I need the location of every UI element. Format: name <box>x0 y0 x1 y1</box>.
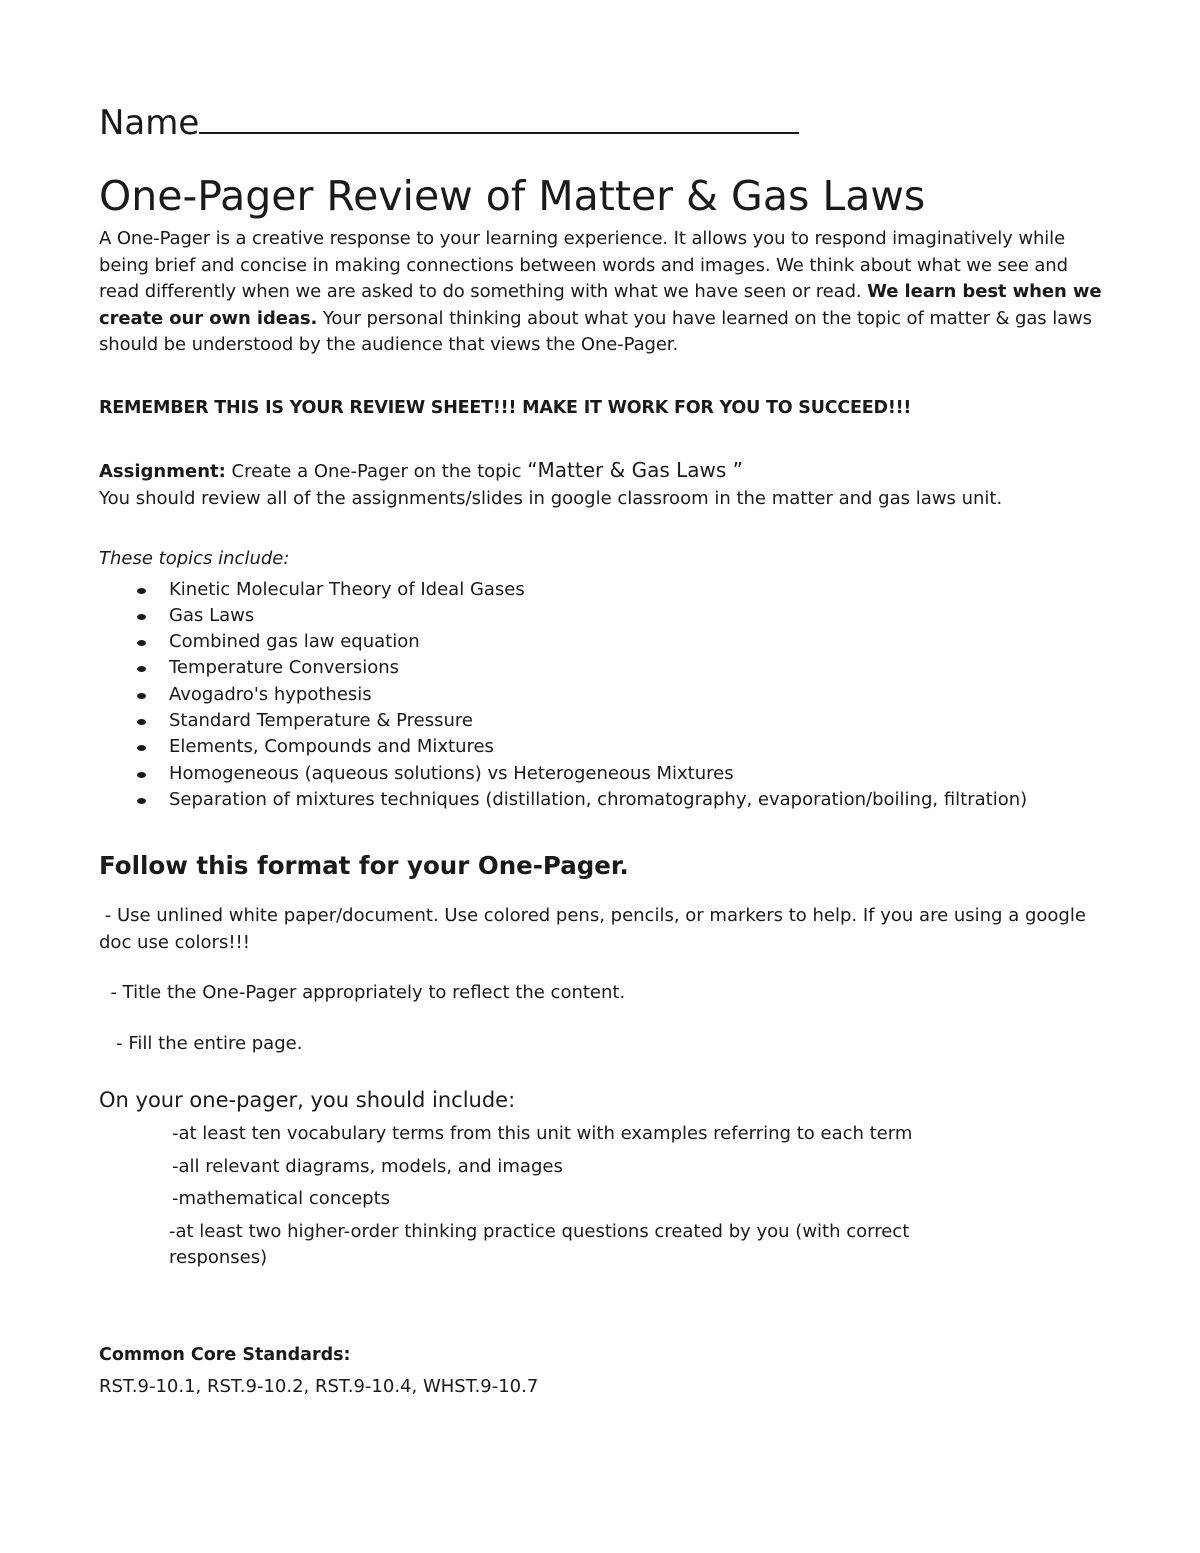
list-item: Kinetic Molecular Theory of Ideal Gases <box>169 577 1109 603</box>
bullet-icon <box>137 614 146 620</box>
document-title: One-Pager Review of Matter & Gas Laws <box>99 172 926 220</box>
bullet-icon <box>137 719 146 725</box>
remember-notice: REMEMBER THIS IS YOUR REVIEW SHEET!!! MAKE IT WORK FOR YOU TO SUCCEED!!! <box>99 397 912 418</box>
bullet-icon <box>137 693 146 699</box>
list-item: Standard Temperature & Pressure <box>169 708 1109 734</box>
list-item: Elements, Compounds and Mixtures <box>169 734 1109 760</box>
include-list <box>99 1121 1109 1272</box>
format-line: - Use unlined white paper/document. Use colored pens, pencils, or markers to help. If you are using a google doc use colors!!! <box>99 905 1092 953</box>
format-heading: Follow this format for your One-Pager. <box>99 851 629 881</box>
assignment-review-line: You should review all of the assignments/slides in google classroom in the matter and gas laws unit. <box>99 487 1003 509</box>
standards-label: Common Core Standards: <box>99 1344 351 1365</box>
bullet-icon <box>137 588 146 594</box>
intro-paragraph <box>99 226 1109 359</box>
list-item: Homogeneous (aqueous solutions) vs Heterogeneous Mixtures <box>169 761 1109 787</box>
include-heading: On your one-pager, you should include: <box>99 1088 516 1113</box>
list-item: -at least ten vocabulary terms from this unit with examples referring to each term <box>172 1123 913 1145</box>
list-item: Temperature Conversions <box>169 655 1109 681</box>
assignment-line <box>99 457 1109 486</box>
bullet-icon <box>137 798 146 804</box>
bullet-icon <box>137 745 146 751</box>
name-field <box>99 100 1109 146</box>
list-item: -at least two higher-order thinking practice questions created by you (with correct responses) <box>169 1220 910 1269</box>
bullet-icon <box>137 666 146 672</box>
list-item: -all relevant diagrams, models, and images <box>172 1155 563 1177</box>
name-blank-line <box>199 102 799 134</box>
list-item: Separation of mixtures techniques (distillation, chromatography, evaporation/boiling, filtration) <box>169 787 1109 813</box>
document-page <box>99 100 1109 1401</box>
format-line: - Fill the entire page. <box>99 1032 303 1054</box>
name-label: Name <box>99 103 200 143</box>
intro-bold-text: We learn best when we create our own ideas. <box>99 281 1102 329</box>
assignment-label: Assignment: <box>99 461 226 482</box>
assignment-topic: “Matter & Gas Laws ” <box>527 458 744 482</box>
bullet-icon <box>137 640 146 646</box>
list-item: Combined gas law equation <box>169 629 1109 655</box>
list-item: Avogadro's hypothesis <box>169 682 1109 708</box>
list-item: Gas Laws <box>169 603 1109 629</box>
topics-intro: These topics include: <box>99 548 290 569</box>
format-line: - Title the One-Pager appropriately to reflect the content. <box>99 982 626 1004</box>
intro-text-1: A One-Pager is a creative response to your learning experience. It allows you to respond imaginatively while being brief and concise in making connections between words and images. We think about what we see and read differently when we are asked to do something with what we have seen or read. <box>99 228 1068 302</box>
assignment-text: Create a One-Pager on the topic <box>225 461 528 482</box>
intro-text-2: Your personal thinking about what you have learned on the topic of matter & gas laws should be understood by the audience that views the One-Pager. <box>99 307 1092 355</box>
topics-list <box>99 577 1109 814</box>
bullet-icon <box>137 772 146 778</box>
list-item: -mathematical concepts <box>172 1188 391 1210</box>
standards-value: RST.9-10.1, RST.9-10.2, RST.9-10.4, WHST.9-10.7 <box>99 1376 539 1398</box>
